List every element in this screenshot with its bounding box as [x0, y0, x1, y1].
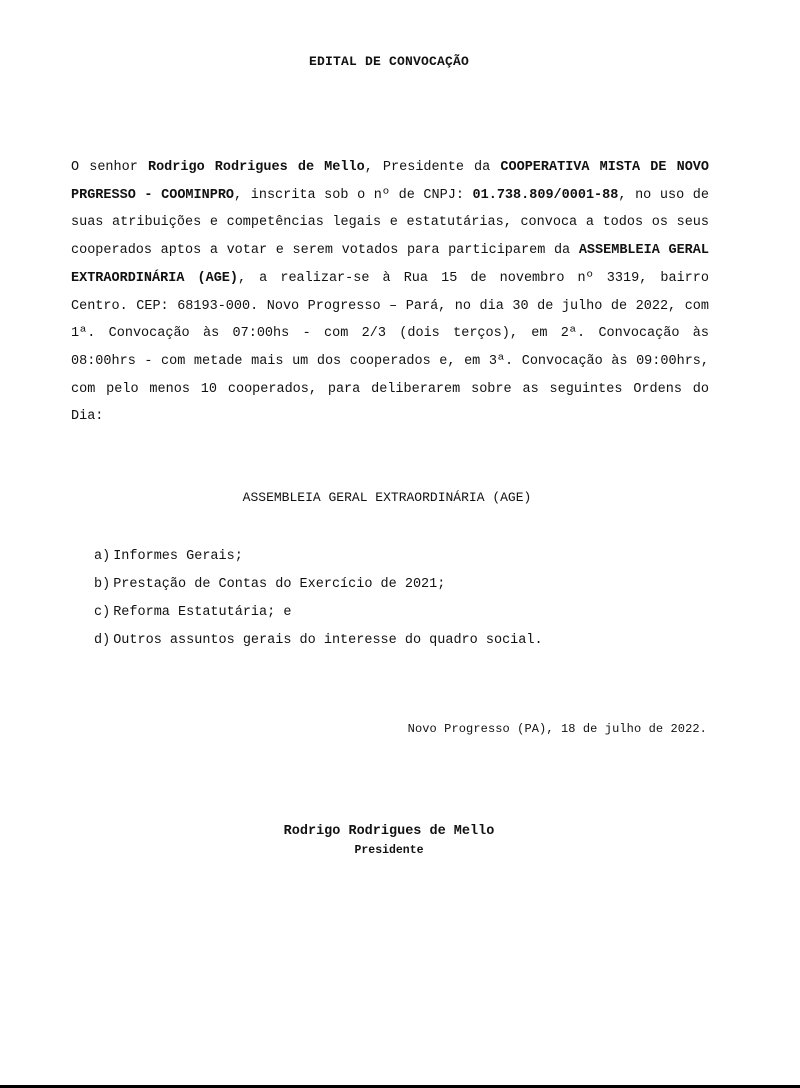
- signer-name: Rodrigo Rodrigues de Mello: [283, 824, 495, 839]
- place-date-line: Novo Progresso (PA), 18 de julho de 2022.: [407, 722, 707, 736]
- agenda-item-text: Outros assuntos gerais do interesse do quadro social.: [113, 633, 543, 648]
- body-text-intro: O senhor: [71, 160, 148, 175]
- agenda-item: [94, 543, 543, 571]
- body-text-role: , Presidente da: [364, 160, 501, 175]
- signer-role: Presidente: [354, 844, 424, 857]
- cnpj-number: 01.738.809/0001-88: [472, 187, 619, 203]
- assembly-name: ASSEMBLEIA GERAL EXTRAORDINÁRIA (AGE): [71, 243, 709, 286]
- agenda-item-marker: a): [94, 549, 111, 564]
- agenda-item-marker: b): [94, 577, 111, 592]
- agenda-item-marker: d): [94, 633, 111, 648]
- president-name: Rodrigo Rodrigues de Mello: [147, 160, 365, 175]
- agenda-item-text: Reforma Estatutária; e: [113, 605, 292, 620]
- document-title: EDITAL DE CONVOCAÇÃO: [308, 54, 470, 69]
- agenda-item-text: Informes Gerais;: [113, 549, 243, 564]
- agenda-item: [94, 571, 543, 599]
- agenda-section-title: ASSEMBLEIA GERAL EXTRAORDINÁRIA (AGE): [242, 490, 532, 505]
- agenda-item: [94, 627, 543, 655]
- body-text-details: , a realizar-se à Rua 15 de novembro nº 3319, bairro Centro. CEP: 68193-000. Novo Progresso – Pará, no dia 30 de julho de 2022, com 1ª. Convocação às 07:00hs - com 2/3 (dois terços), em 2ª. Convocação às 08:00hrs - com metade mais um dos cooperados e, em 3ª. Convocação às 09:00hrs, com pelo menos 10 cooperados, para deliberarem sobre as seguintes Ordens do Dia:: [71, 270, 709, 425]
- agenda-item-text: Prestação de Contas do Exercício de 2021;: [113, 577, 446, 592]
- cooperative-name: COOPERATIVA MISTA DE NOVO PRGRESSO - COOMINPRO: [71, 160, 709, 203]
- body-text-cnpj-label: , inscrita sob o nº de CNPJ:: [234, 187, 473, 203]
- convocation-paragraph: [71, 154, 709, 431]
- agenda-list: [94, 543, 543, 655]
- body-text-convocation: , no uso de suas atribuições e competências legais e estatutárias, convoca a todos os seus cooperados aptos a votar e serem votados para participarem da: [71, 187, 709, 259]
- agenda-item-marker: c): [94, 605, 111, 620]
- agenda-item: [94, 599, 543, 627]
